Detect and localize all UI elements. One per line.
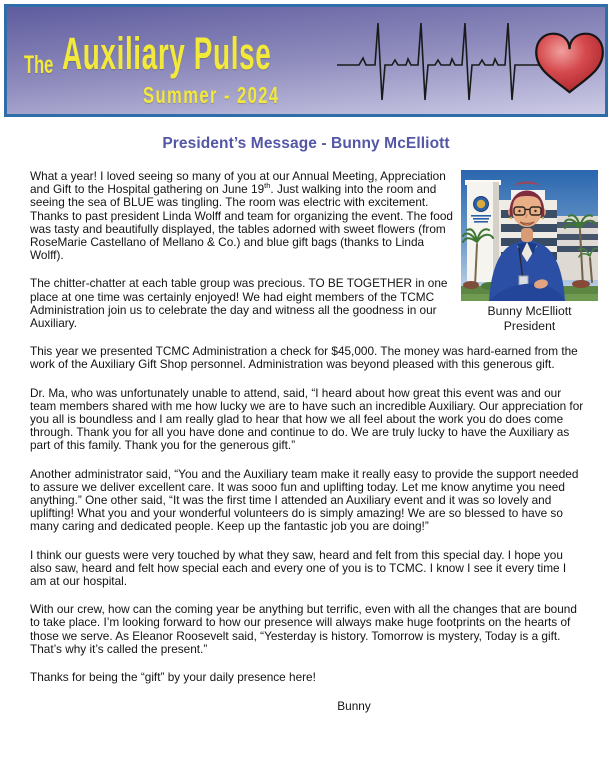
paragraph-8: Thanks for being the “gift” by your daily presence here! [30, 670, 316, 685]
article-heading: President’s Message - Bunny McElliott [162, 135, 450, 152]
newsletter-title-prefix: The [24, 51, 54, 79]
paragraph-1-text-b: . Just walking into the room and seeing the sea of BLUE was tingling. The room was electric with excitement. Thanks to past president Linda Wolff and team for organizing the event. The food was tasty and beautifully displayed, the tables adorned with sweet flowers (from RoseMarie Castellano of Mellano & Co.) and blue gift bags (thanks to Linda Wolff). [30, 182, 453, 263]
photo-caption [461, 304, 598, 334]
newsletter-title: Auxiliary Pulse [62, 28, 272, 79]
superscript-th: th [264, 181, 271, 191]
president-photo-figure [461, 170, 598, 334]
president-photo [461, 170, 598, 301]
paragraph-7: With our crew, how can the coming year be anything but terrific, even with all the changes that are bound to take place. I’m looking forward to how our presence will always make huge footprints on the hearts of those we serve. As Eleanor Roosevelt said, “Yesterday is history. Tomorrow is mystery, Today is a gift. That’s why it’s called the present.” [30, 602, 577, 656]
paragraph-3: This year we presented TCMC Administration a check for $45,000. The money was hard-earned from the work of the Auxiliary Gift Shop personnel. Administration was beyond pleased with this generous gift. [30, 344, 578, 372]
newsletter-subtitle: Summer - 2024 [143, 82, 280, 108]
red-heart-icon [536, 34, 603, 92]
paragraph-2: The chitter-chatter at each table group was precious. TO BE TOGETHER in one place at one time was certainly enjoyed! We had eight members of the TCMC Administration join us to celebrate the day and witness all the goodness in our Auxiliary. [30, 276, 448, 331]
signature: Bunny [337, 699, 371, 714]
ekg-heartbeat-line-icon [337, 23, 552, 100]
paragraph-5: Another administrator said, “You and the Auxiliary team make it really easy to provide the support needed to assure we deliver excellent care. It was sooo fun and uplifting today. Let me know anytime you need anything.” One other said, “It was the first time I attended an Auxiliary event and it was so lovely and uplifting! What you and your wonderful volunteers do is simply amazing! We are so blessed to have so many caring and dedicated people. Keep up the fantastic job you are doing!” [30, 466, 579, 534]
newsletter-header [4, 4, 608, 117]
paragraph-6: I think our guests were very touched by what they saw, heard and felt from this special day. I hope you also saw, heard and felt how special each and every one of you is to TCMC. I know I see it every time I am at our hospital. [30, 547, 567, 589]
paragraph-1-text-a: What a year! I loved seeing so many of you at our Annual Meeting, Appreciation and Gift to the Hospital gathering on June 19 [30, 169, 446, 197]
paragraph-4: Dr. Ma, who was unfortunately unable to attend, said, “I heard about how great this event was and our team members shared with me how lucky we are to have such an incredible Auxiliary. Our appreciation for you all is boundless and I am really glad to hear that how we all feel about the work you do does come through. Thank you for all you have done and continue to do. We are truly lucky to have the Auxiliary as part of this family. Thank you for the generous gift.” [30, 385, 584, 453]
photo-caption-title: President [503, 319, 556, 333]
photo-caption-name: Bunny McElliott [487, 304, 572, 318]
